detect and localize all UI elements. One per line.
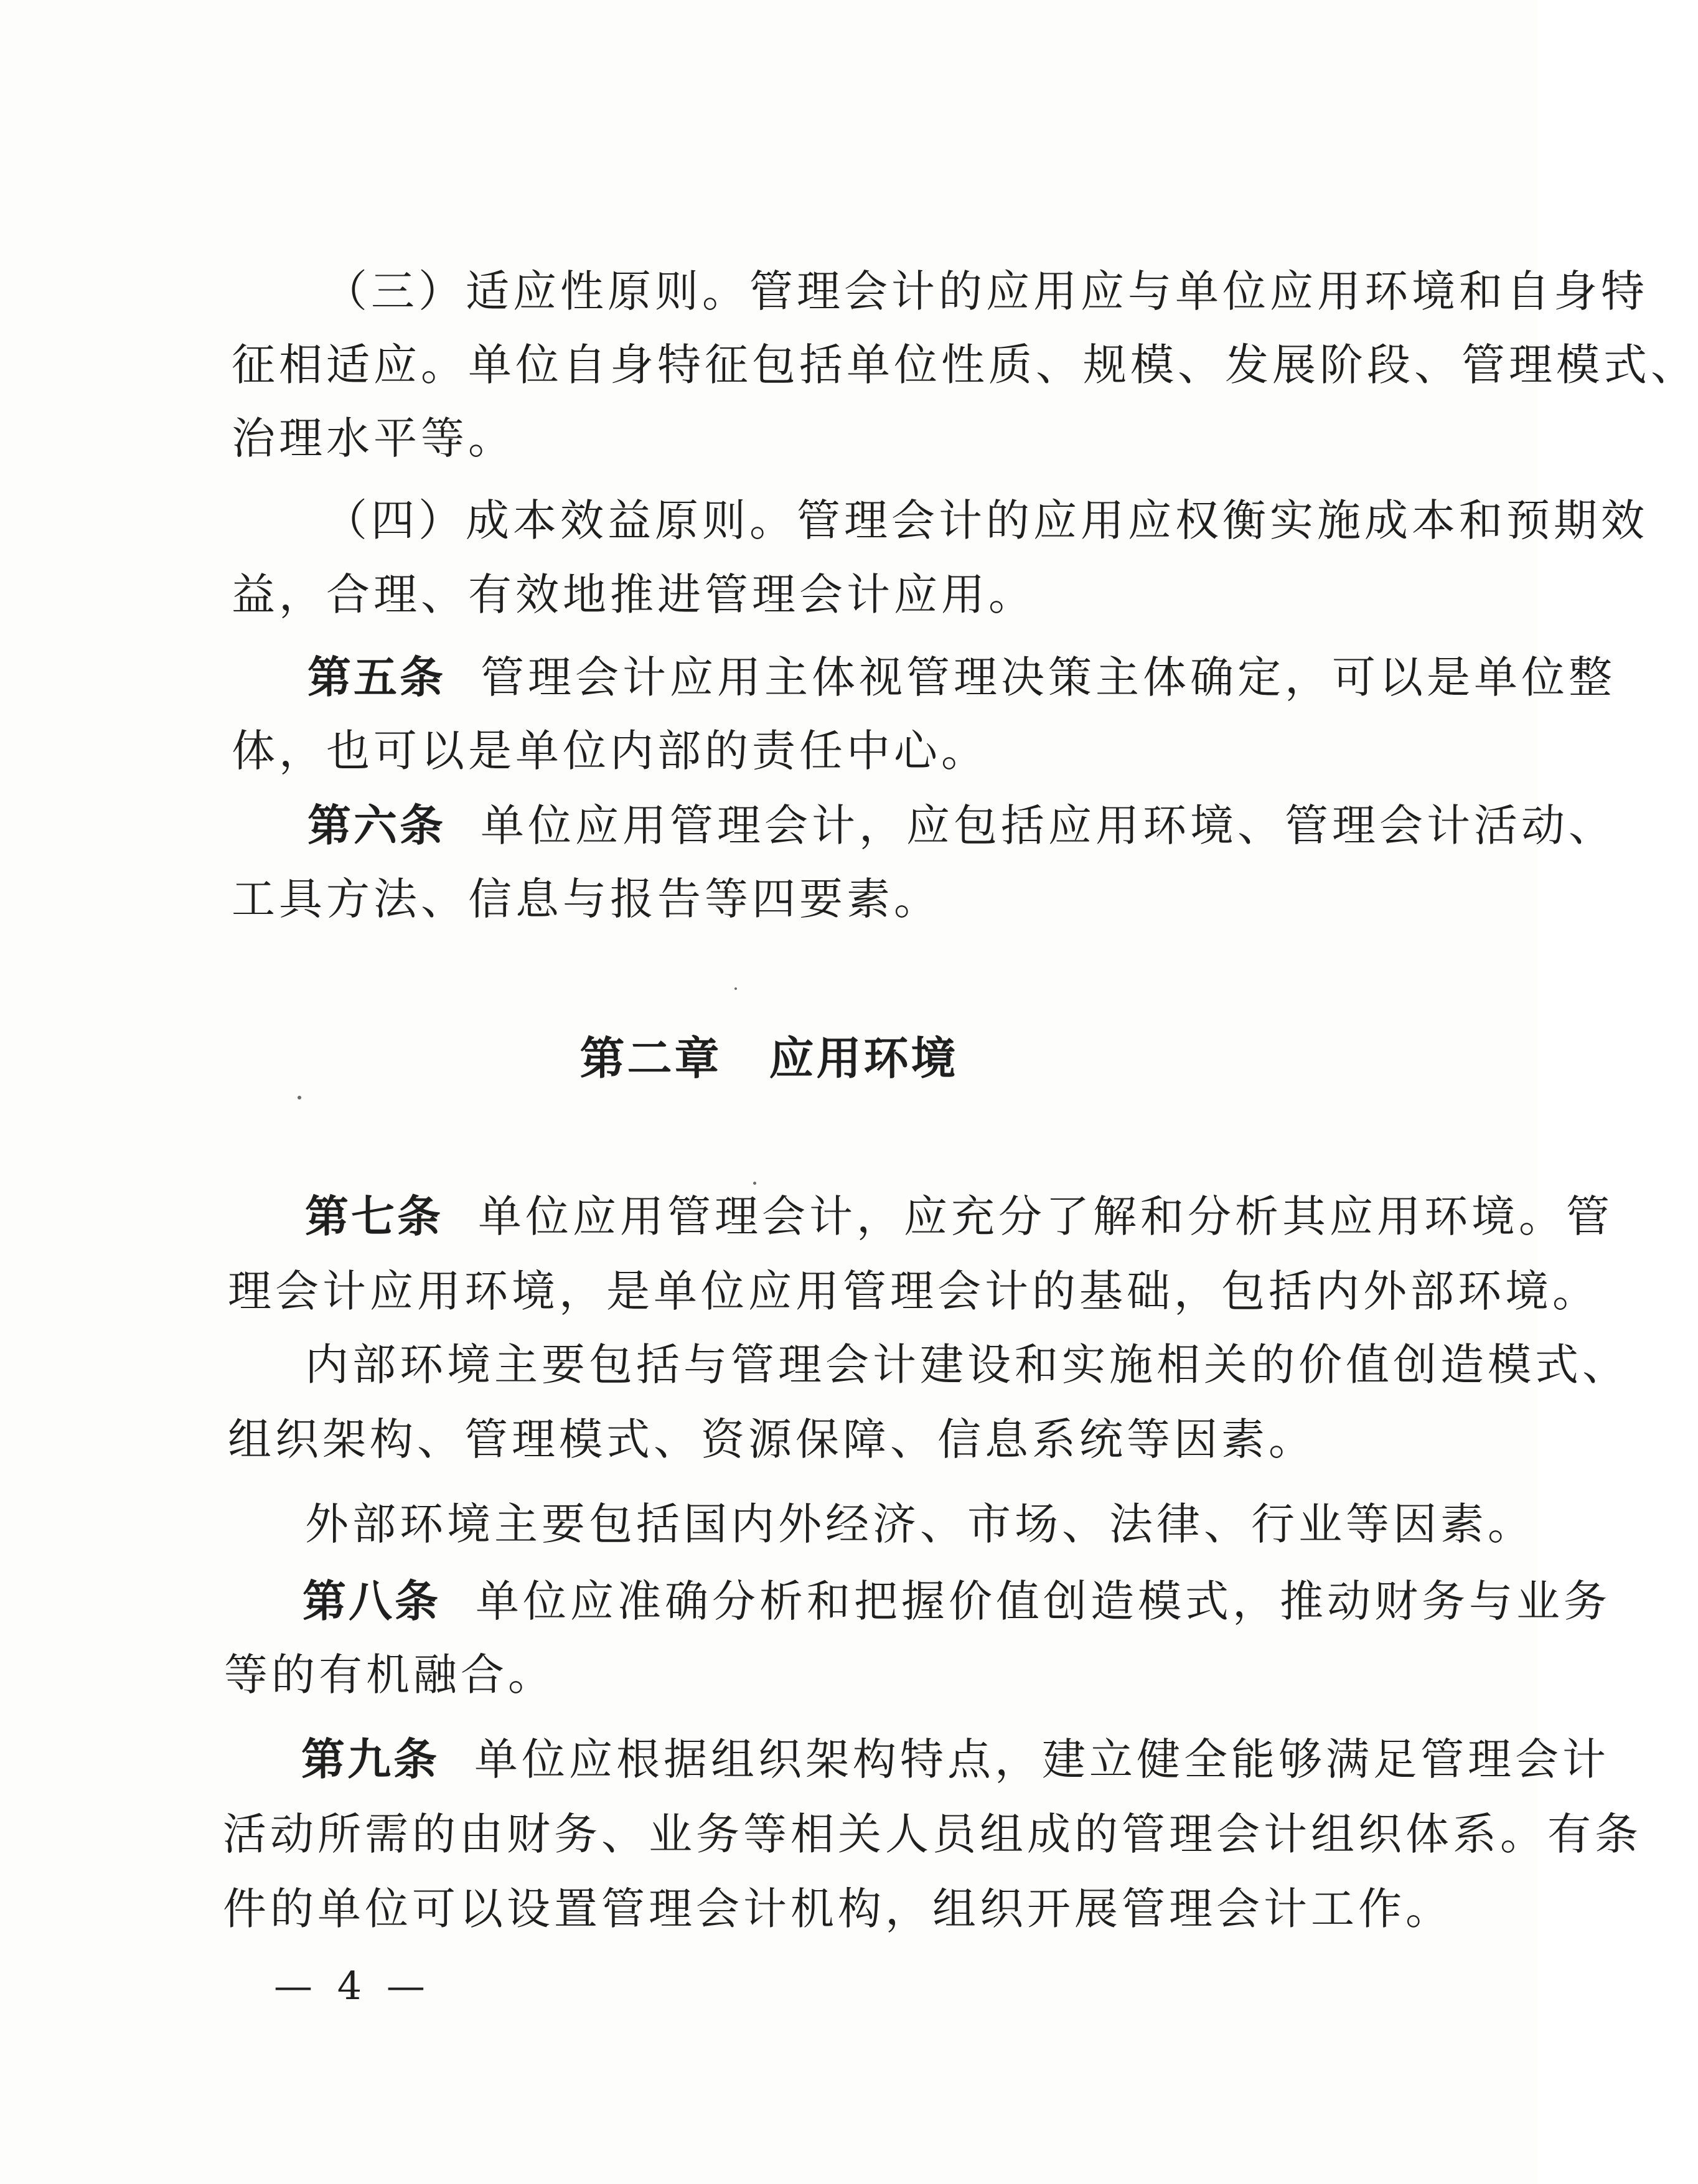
- article-text: 管理会计应用主体视管理决策主体确定，可以是单位整: [481, 652, 1616, 703]
- article-5: [307, 646, 1616, 708]
- paragraph-line: 内部环境主要包括与管理会计建设和实施相关的价值创造模式、: [305, 1339, 1630, 1390]
- paragraph-line: 等的有机融合。: [224, 1649, 555, 1700]
- paragraph-line: 理会计应用环境，是单位应用管理会计的基础，包括内外部环境。: [228, 1266, 1600, 1317]
- paragraph-line: 件的单位可以设置管理会计机构，组织开展管理会计工作。: [223, 1883, 1453, 1934]
- article-text: 单位应准确分析和把握价值创造模式，推动财务与业务: [476, 1576, 1611, 1627]
- article-label: 第六条: [307, 800, 446, 851]
- scan-speck: [734, 987, 737, 990]
- paragraph-line: 征相适应。单位自身特征包括单位性质、规模、发展阶段、管理模式、: [232, 339, 1698, 390]
- article-6: [307, 794, 1616, 857]
- paragraph-line: 组织架构、管理模式、资源保障、信息系统等因素。: [228, 1414, 1316, 1465]
- article-text: 单位应用管理会计，应充分了解和分析其应用环境。管: [478, 1191, 1613, 1242]
- paragraph-line: 体，也可以是单位内部的责任中心。: [232, 725, 988, 776]
- article-9: [301, 1728, 1610, 1791]
- scan-speck: [298, 1096, 301, 1099]
- article-7: [305, 1185, 1613, 1248]
- article-label: 第九条: [301, 1734, 439, 1785]
- paragraph-line: 活动所需的由财务、业务等相关人员组成的管理会计组织体系。有条: [223, 1809, 1642, 1860]
- paragraph-line: 外部环境主要包括国内外经济、市场、法律、行业等因素。: [305, 1499, 1535, 1550]
- article-text: 单位应用管理会计，应包括应用环境、管理会计活动、: [481, 800, 1616, 851]
- paragraph-line: 工具方法、信息与报告等四要素。: [232, 873, 941, 925]
- article-text: 单位应根据组织架构特点，建立健全能够满足管理会计: [474, 1734, 1610, 1785]
- article-label: 第八条: [303, 1576, 441, 1627]
- paragraph-line: （三）适应性原则。管理会计的应用应与单位应用环境和自身特: [324, 266, 1648, 317]
- article-label: 第五条: [307, 652, 446, 703]
- scan-speck: [753, 1182, 756, 1185]
- article-label: 第七条: [305, 1191, 443, 1242]
- article-8: [303, 1570, 1611, 1632]
- page-number: — 4 —: [274, 1963, 431, 2008]
- chapter-title: 第二章 应用环境: [579, 1032, 959, 1085]
- paragraph-line: 益，合理、有效地推进管理会计应用。: [232, 569, 1036, 620]
- paragraph-line: 治理水平等。: [232, 413, 515, 464]
- paragraph-line: （四）成本效益原则。管理会计的应用应权衡实施成本和预期效: [324, 495, 1648, 546]
